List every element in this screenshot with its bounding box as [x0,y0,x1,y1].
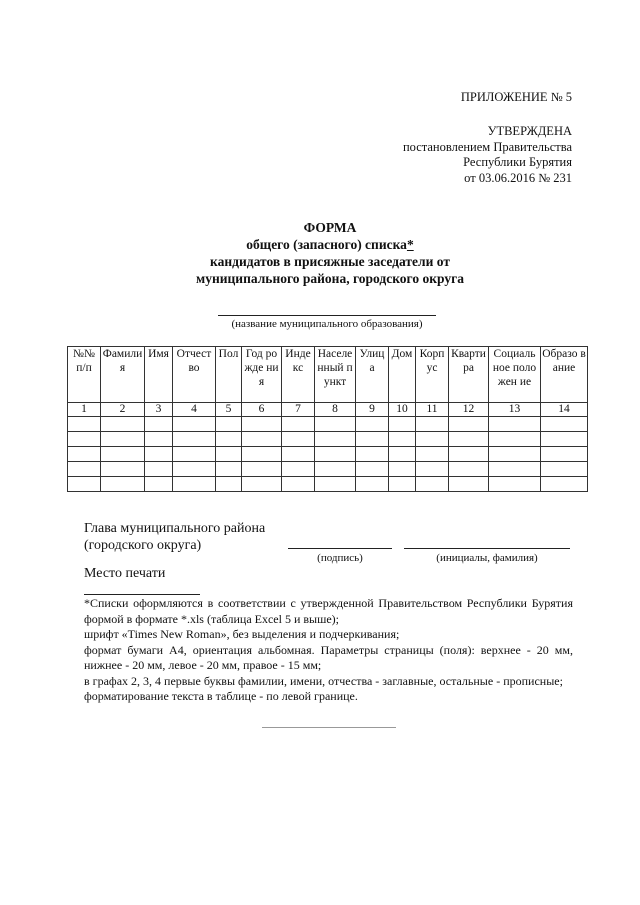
table-header-row [68,347,588,403]
decree-line-2: Республики Бурятия [463,155,572,169]
municipality-name-line [218,315,436,316]
column-number: 6 [242,403,282,417]
column-number: 1 [68,403,101,417]
column-number: 9 [356,403,389,417]
column-number: 10 [389,403,416,417]
name-line [404,548,570,549]
header-cell: Инде кс [282,347,315,403]
footnote-item: в графах 2, 3, 4 первые буквы фамилии, имени, отчества - заглавные, остальные - прописные; [84,673,563,688]
head-of-municipality-label [84,520,265,554]
footnote-item: формат бумаги А4, ориентация альбомная. Параметры страницы (поля): верхнее - 20 мм, нижнее - 20 мм, левое - 20 мм, правое - 15 мм; [84,642,573,672]
header-cell: Пол [216,347,242,403]
footnote-item: шрифт «Times New Roman», без выделения и подчеркивания; [84,627,400,641]
title-line-4: муниципального района, городского округа [196,271,464,286]
signature-caption: (подпись) [317,552,363,564]
empty-row [68,417,588,432]
column-number: 7 [282,403,315,417]
title-line-2 [120,236,540,253]
column-number-row [68,403,588,417]
decree-line-1: постановлением Правительства [402,139,572,154]
municipality-caption: (название муниципального образования) [231,318,423,330]
candidates-table [67,346,588,492]
column-number: 2 [101,403,145,417]
header-cell: Населе нный пункт [315,347,356,403]
header-cell: Имя [145,347,173,403]
header-cell: Улиц а [356,347,389,403]
name-caption: (инициалы, фамилия) [436,552,538,564]
header-cell: Социаль ное положен ие [489,347,541,403]
decree-line-3: от 03.06.2016 № 231 [464,170,572,185]
header-cell: Год рожде ния [242,347,282,403]
approval-block [370,124,572,186]
header-cell: Отчест во [173,347,216,403]
empty-row [68,432,588,447]
header-cell: Дом [389,347,416,403]
form-title [120,219,540,287]
header-cell: Кварти ра [449,347,489,403]
column-number: 4 [173,403,216,417]
empty-row [68,462,588,477]
seal-label: Место печати [84,566,166,581]
column-number: 12 [449,403,489,417]
empty-row [68,447,588,462]
column-number: 3 [145,403,173,417]
title-line-3: кандидатов в присяжные заседатели от [210,254,450,269]
head-line-1: Глава муниципального района [84,521,266,536]
footnote-separator [84,594,200,595]
footnote-item: форматирование текста в таблице - по левой границе. [84,689,358,703]
head-line-2: (городского округа) [84,538,202,553]
title-line-2-text: общего (запасного) списка [246,237,407,252]
footnote-mark: * [406,237,414,252]
appendix-label: ПРИЛОЖЕНИЕ № 5 [460,90,572,104]
footnote-item: *Списки оформляются в соответствии с утвержденной Правительством Республики Бурятия формой в формате *.xls (таблица Excel 5 и выше); [84,596,573,626]
approved-label: УТВЕРЖДЕНА [487,124,572,138]
column-number: 5 [216,403,242,417]
column-number: 13 [489,403,541,417]
header-cell: Образо вание [541,347,588,403]
title-line-1: ФОРМА [303,220,357,235]
column-number: 14 [541,403,588,417]
header-cell: №№ п/п [68,347,101,403]
footnotes [84,596,573,705]
header-cell: Корп ус [416,347,449,403]
bottom-separator [262,727,396,728]
column-number: 8 [315,403,356,417]
column-number: 11 [416,403,449,417]
signature-line [288,548,392,549]
empty-row [68,477,588,492]
header-cell: Фамили я [101,347,145,403]
